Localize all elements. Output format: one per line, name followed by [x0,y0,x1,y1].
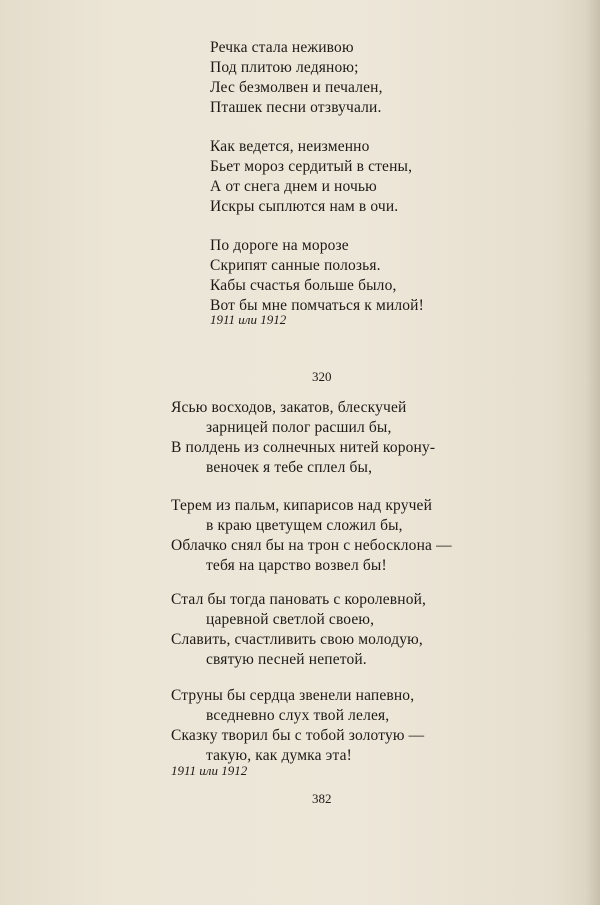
verse-line-indented: вседневно слух твой лелея, [206,707,390,724]
verse-line: Речка стала неживою [210,39,354,56]
verse-line-indented: такую, как думка эта! [206,747,352,764]
verse-line: Струны бы сердца звенели напевно, [171,687,415,704]
page-number: 382 [312,791,332,806]
verse-line: Кабы счастья больше было, [210,277,397,294]
verse-line: Ясью восходов, закатов, блескучей [171,399,407,416]
verse-line: Бьет мороз сердитый в стены, [210,158,413,175]
verse-line: Вот бы мне помчаться к милой! [210,297,424,314]
verse-line: Терем из пальм, кипарисов над кручей [171,497,433,514]
verse-line-indented: святую песней непетой. [206,651,367,668]
verse-line: Славить, счастливить свою молодую, [171,631,423,648]
verse-line: Сказку творил бы с тобой золотую — [171,727,425,744]
verse-line-indented: веночек я тебе сплел бы, [206,459,373,476]
verse-line: Искры сыплются нам в очи. [210,198,399,215]
verse-line: А от снега днем и ночью [210,178,377,195]
verse-line: Облачко снял бы на трон с небосклона — [171,537,452,554]
verse-line: По дороге на морозе [210,237,349,254]
verse-line: Под плитою ледяною; [210,59,359,76]
verse-line: Пташек песни отзвучали. [210,99,382,116]
poem-date: 1911 или 1912 [171,763,248,778]
verse-line-indented: зарницей полог расшил бы, [206,419,392,436]
page-gutter-shadow [586,0,600,905]
verse-line: Скрипят санные полозья. [210,257,381,274]
verse-line: В полдень из солнечных нитей корону- [171,439,436,456]
poem-date: 1911 или 1912 [210,312,287,327]
poem-number: 320 [312,369,332,384]
verse-line-indented: в краю цветущем сложил бы, [206,517,403,534]
verse-line: Как ведется, неизменно [210,138,370,155]
verse-line: Лес безмолвен и печален, [210,79,383,96]
verse-line-indented: тебя на царство возвел бы! [206,557,387,574]
verse-line-indented: царевной светлой своею, [206,611,375,628]
verse-line: Стал бы тогда пановать с королевной, [171,591,427,608]
